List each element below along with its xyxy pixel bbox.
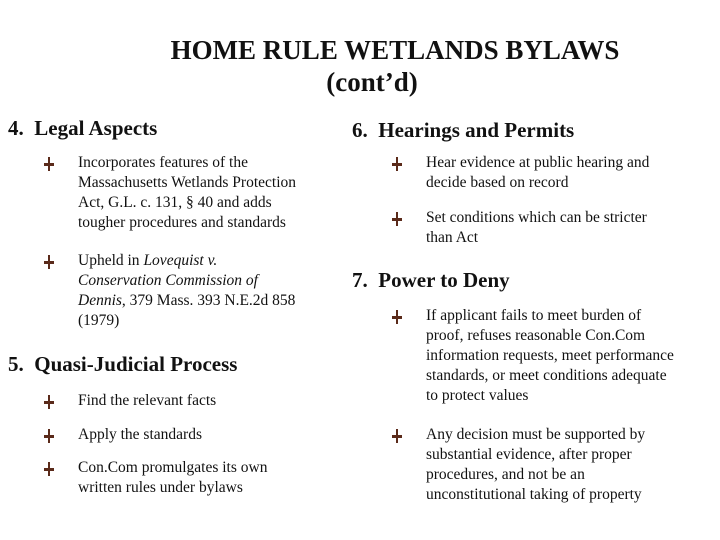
- bullet-line: [78, 251, 348, 271]
- slide-title-line1: HOME RULE WETLANDS BYLAWS: [170, 35, 620, 65]
- bullet-line: Con.Com promulgates its own: [78, 459, 268, 476]
- section-5-bullet-1: [78, 391, 348, 411]
- section-7-title: Power to Deny: [378, 268, 510, 292]
- bullet-line: Hear evidence at public hearing and: [426, 154, 650, 171]
- bullet-line: to protect values: [426, 387, 529, 404]
- bullet-line: decide based on record: [426, 174, 569, 191]
- case-name: Conservation Commission of: [78, 272, 258, 289]
- case-name: Lovequist v.: [143, 252, 218, 269]
- bullet-line: (1979): [78, 312, 120, 329]
- bullet-line: Incorporates features of the: [78, 154, 248, 171]
- bullet-line: Act, G.L. c. 131, § 40 and adds: [78, 194, 272, 211]
- bullet-icon: [44, 462, 54, 476]
- section-4-bullet-1: [78, 153, 348, 233]
- section-5-bullet-2: [78, 425, 348, 445]
- bullet-text: , 379 Mass. 393 N.E.2d 858: [121, 292, 296, 309]
- section-7-heading: [352, 268, 510, 292]
- section-7-bullet-1: [426, 306, 718, 406]
- bullet-line: written rules under bylaws: [78, 479, 243, 496]
- bullet-line: standards, or meet conditions adequate: [426, 367, 667, 384]
- bullet-line: If applicant fails to meet burden of: [426, 307, 642, 324]
- section-5-bullet-3: [78, 458, 348, 498]
- slide-title: [0, 34, 720, 98]
- bullet-line: tougher procedures and standards: [78, 214, 286, 231]
- section-6-bullet-1: [426, 153, 716, 193]
- bullet-line: information requests, meet performance: [426, 347, 674, 364]
- bullet-line: substantial evidence, after proper: [426, 446, 632, 463]
- section-6-bullet-2: [426, 208, 716, 248]
- section-7-number: 7.: [352, 268, 368, 292]
- case-name: Dennis: [78, 292, 122, 309]
- section-6-title: Hearings and Permits: [378, 118, 575, 142]
- section-7-bullet-2: [426, 425, 718, 505]
- bullet-line: Any decision must be supported by: [426, 426, 646, 443]
- bullet-icon: [44, 395, 54, 409]
- section-5-heading: [8, 352, 237, 376]
- bullet-icon: [44, 255, 54, 269]
- bullet-line: procedures, and not be an: [426, 466, 585, 483]
- bullet-line: unconstitutional taking of property: [426, 486, 642, 503]
- section-4-title: Legal Aspects: [34, 116, 158, 140]
- section-4-number: 4.: [8, 116, 24, 140]
- bullet-line: Set conditions which can be stricter: [426, 209, 647, 226]
- section-5-title: Quasi-Judicial Process: [34, 352, 238, 376]
- bullet-icon: [392, 310, 402, 324]
- section-5-number: 5.: [8, 352, 24, 376]
- section-6-heading: [352, 118, 574, 142]
- section-6-number: 6.: [352, 118, 368, 142]
- bullet-line: Massachusetts Wetlands Protection: [78, 174, 297, 191]
- slide-title-line2: (cont’d): [326, 67, 418, 97]
- section-4-heading: [8, 116, 157, 140]
- bullet-line: than Act: [426, 229, 479, 246]
- bullet-line: Apply the standards: [78, 426, 202, 443]
- bullet-icon: [44, 157, 54, 171]
- bullet-icon: [44, 429, 54, 443]
- bullet-line: proof, refuses reasonable Con.Com: [426, 327, 646, 344]
- bullet-text: Upheld in: [78, 252, 144, 269]
- section-4-bullet-2: [78, 251, 348, 331]
- bullet-line: [78, 291, 348, 311]
- bullet-line: Find the relevant facts: [78, 392, 217, 409]
- bullet-icon: [392, 157, 402, 171]
- bullet-icon: [392, 212, 402, 226]
- bullet-icon: [392, 429, 402, 443]
